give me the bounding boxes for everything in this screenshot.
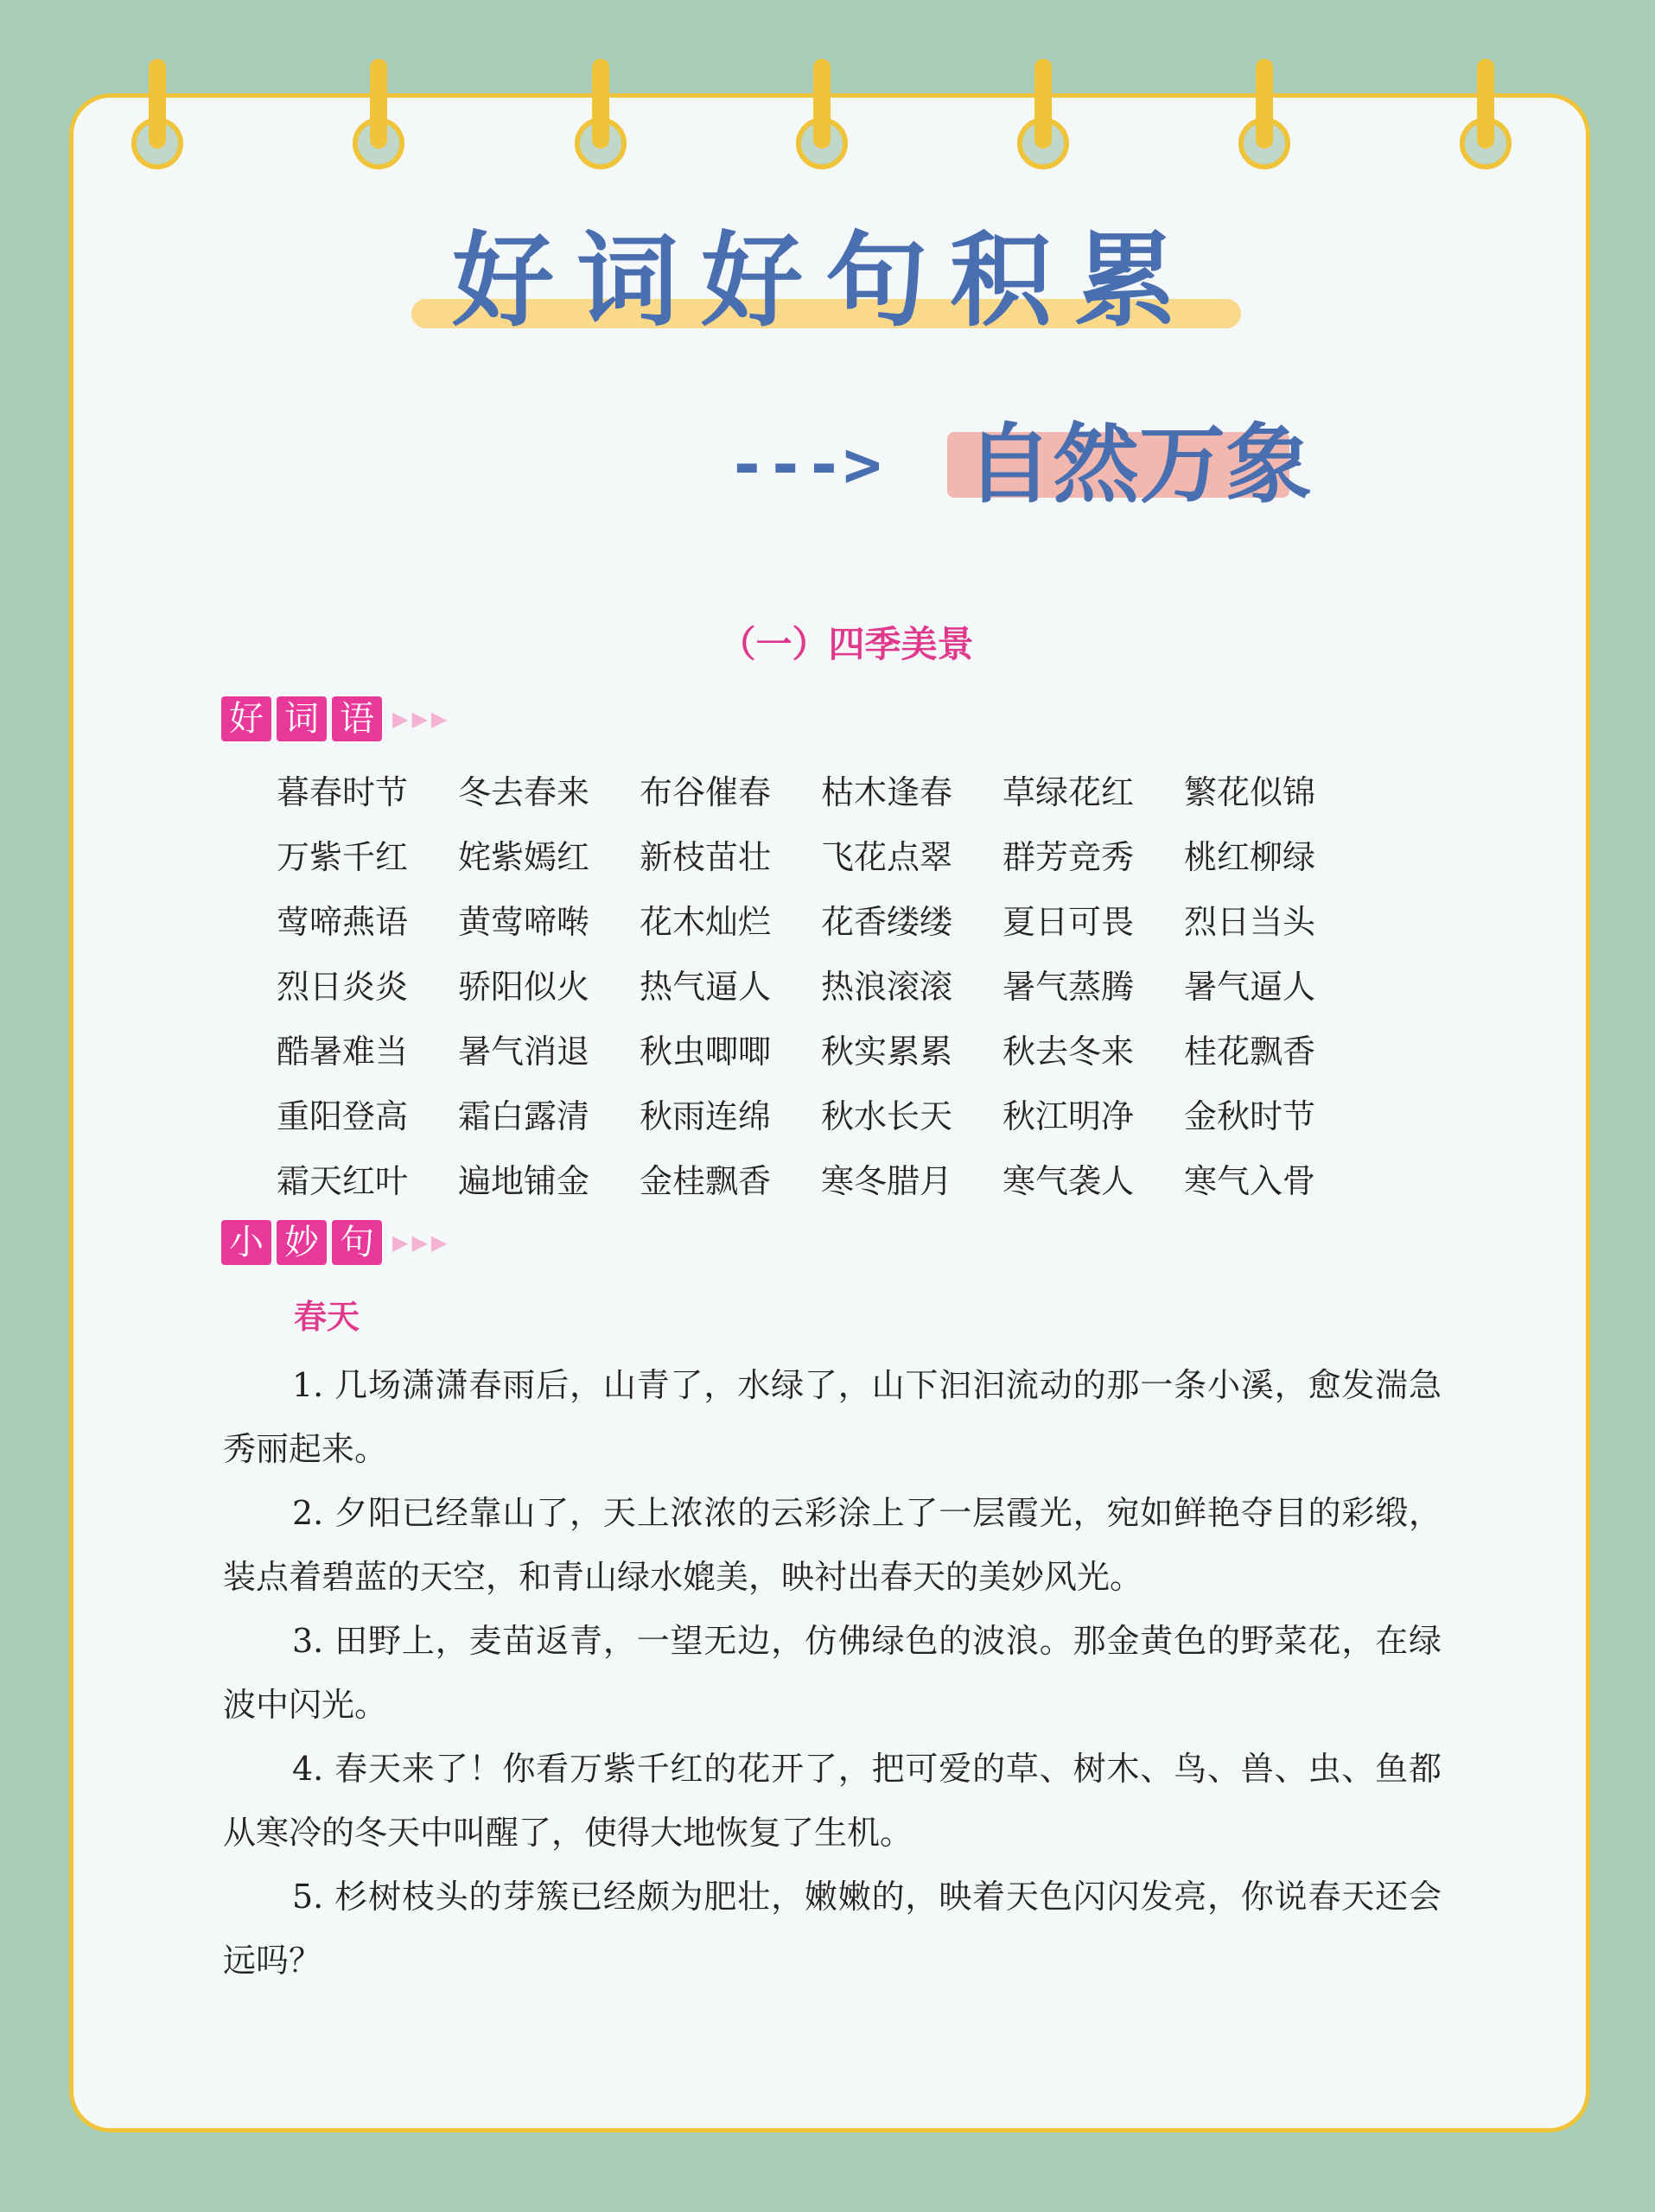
subtitle: 自然万象	[966, 414, 1312, 515]
word-item: 秋虫唧唧	[640, 1033, 772, 1071]
triangle-arrows-icon: ▶▶▶	[392, 707, 451, 731]
word-item: 新枝苗壮	[640, 838, 772, 876]
word-item: 酷暑难当	[277, 1033, 409, 1071]
binder-ring-icon	[1238, 59, 1290, 180]
word-item: 寒冬腊月	[821, 1162, 953, 1200]
word-item: 暑气消退	[458, 1033, 590, 1071]
word-item: 秋雨连绵	[640, 1097, 772, 1135]
word-item: 花木灿烂	[640, 903, 772, 941]
season-heading: 春天	[294, 1297, 360, 1336]
word-item: 寒气袭人	[1003, 1162, 1135, 1200]
binder-ring-icon	[796, 59, 848, 180]
tag-char: 语	[332, 696, 382, 741]
binder-ring-icon	[575, 59, 627, 180]
sentence-item: 4. 春天来了！你看万紫千红的花开了，把可爱的草、树木、鸟、兽、虫、鱼都从寒冷的冬天中叫醒了，使得大地恢复了生机。	[223, 1750, 1442, 1852]
sentence-list	[223, 1353, 1442, 1993]
page-title: 好词好句积累	[451, 221, 1199, 340]
word-item: 霜天红叶	[277, 1162, 409, 1200]
word-item: 秋江明净	[1003, 1097, 1135, 1135]
word-item: 骄阳似火	[458, 968, 590, 1006]
word-item: 繁花似锦	[1184, 773, 1316, 811]
word-item: 烈日当头	[1184, 903, 1316, 941]
word-item: 黄莺啼啭	[458, 903, 590, 941]
word-item: 姹紫嫣红	[458, 838, 590, 876]
tag-char: 小	[221, 1220, 271, 1265]
word-item: 热浪滚滚	[821, 968, 953, 1006]
word-item: 暑气逼人	[1184, 968, 1316, 1006]
word-item: 桃红柳绿	[1184, 838, 1316, 876]
word-item: 热气逼人	[640, 968, 772, 1006]
word-item: 草绿花红	[1003, 773, 1135, 811]
tag-char: 妙	[277, 1220, 327, 1265]
word-item: 花香缕缕	[821, 903, 953, 941]
binder-ring-icon	[353, 59, 404, 180]
word-item: 暑气蒸腾	[1003, 968, 1135, 1006]
word-item: 群芳竞秀	[1003, 838, 1135, 876]
word-item: 冬去春来	[458, 773, 590, 811]
word-item: 霜白露清	[458, 1097, 590, 1135]
sentence-item: 1. 几场潇潇春雨后，山青了，水绿了，山下汩汩流动的那一条小溪，愈发湍急秀丽起来。	[223, 1366, 1442, 1468]
word-item: 烈日炎炎	[277, 968, 409, 1006]
arrow-icon: --->	[728, 428, 882, 502]
word-item: 重阳登高	[277, 1097, 409, 1135]
title-block	[406, 221, 1244, 340]
word-grid	[277, 760, 1417, 1214]
word-item: 秋实累累	[821, 1033, 953, 1071]
sentence-item: 2. 夕阳已经靠山了，天上浓浓的云彩涂上了一层霞光，宛如鲜艳夺目的彩缎，装点着碧蓝的天空，和青山绿水媲美，映衬出春天的美妙风光。	[223, 1494, 1442, 1596]
sentence-item: 5. 杉树枝头的芽簇已经颇为肥壮，嫩嫩的，映着天色闪闪发亮，你说春天还会远吗？	[223, 1878, 1442, 1980]
word-item: 桂花飘香	[1184, 1033, 1316, 1071]
section-title: （一）四季美景	[719, 623, 974, 665]
tag-label	[221, 696, 387, 741]
tag-char: 词	[277, 696, 327, 741]
word-item: 秋去冬来	[1003, 1033, 1135, 1071]
word-item: 莺啼燕语	[277, 903, 409, 941]
word-item: 金桂飘香	[640, 1162, 772, 1200]
word-item: 布谷催春	[640, 773, 772, 811]
word-item: 枯木逢春	[821, 773, 953, 811]
triangle-arrows-icon: ▶▶▶	[392, 1230, 451, 1255]
binder-ring-icon	[131, 59, 183, 180]
word-item: 金秋时节	[1184, 1097, 1316, 1135]
tag-char: 句	[332, 1220, 382, 1265]
binder-ring-icon	[1017, 59, 1069, 180]
tag-char: 好	[221, 696, 271, 741]
tag-good-words	[221, 696, 450, 741]
word-item: 遍地铺金	[458, 1162, 590, 1200]
tag-good-sentences	[221, 1220, 450, 1265]
word-item: 暮春时节	[277, 773, 409, 811]
binder-ring-icon	[1460, 59, 1512, 180]
word-item: 夏日可畏	[1003, 903, 1135, 941]
word-item: 万紫千红	[277, 838, 409, 876]
word-item: 秋水长天	[821, 1097, 953, 1135]
word-item: 飞花点翠	[821, 838, 953, 876]
tag-label	[221, 1220, 387, 1265]
word-item: 寒气入骨	[1184, 1162, 1316, 1200]
sentence-item: 3. 田野上，麦苗返青，一望无边，仿佛绿色的波浪。那金黄色的野菜花，在绿波中闪光。	[223, 1622, 1442, 1724]
